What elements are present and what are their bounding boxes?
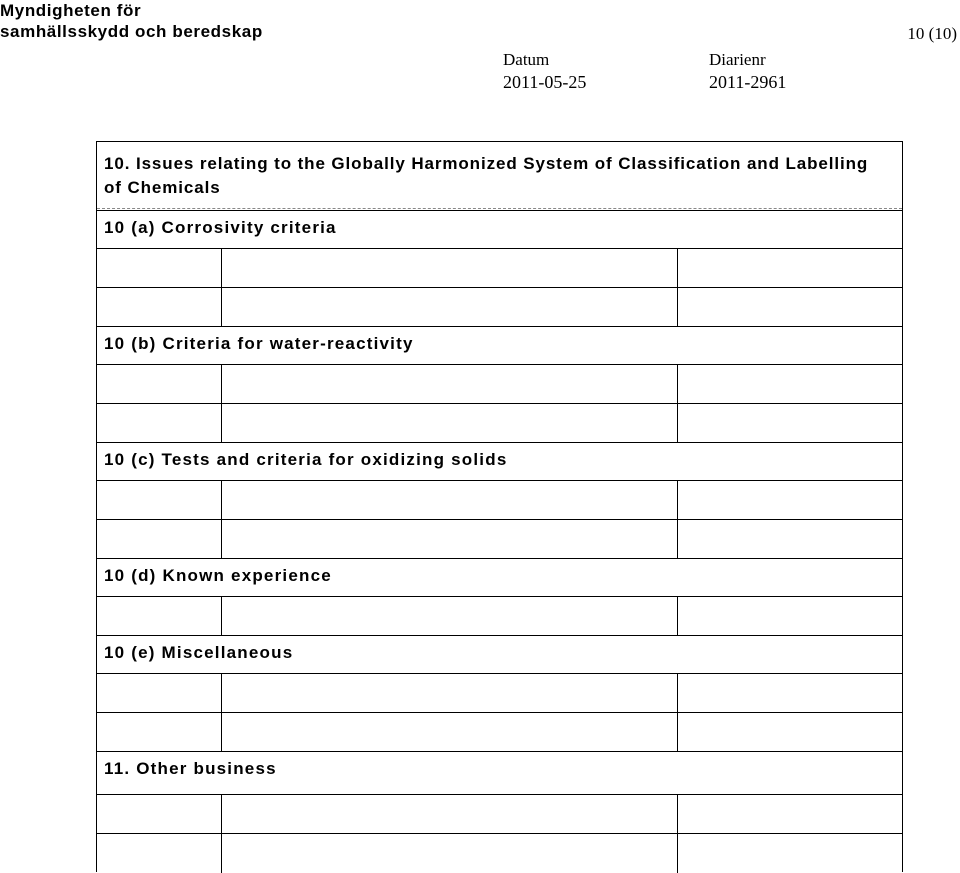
- table-cell: [97, 520, 222, 558]
- subsection-label: 10 (d) Known experience: [104, 566, 332, 585]
- page-number: 10 (10): [907, 24, 957, 43]
- table-row: [97, 519, 902, 558]
- table-cell: [97, 481, 222, 519]
- table-row: [97, 403, 902, 442]
- table-cell: [222, 404, 678, 442]
- table-cell: [678, 249, 902, 287]
- table-row: [97, 712, 902, 751]
- subsection-heading: [97, 442, 902, 480]
- table-cell: [97, 249, 222, 287]
- table-cell: [97, 288, 222, 326]
- table-cell: [97, 674, 222, 712]
- table-cell: [222, 674, 678, 712]
- table-row: [97, 794, 902, 833]
- date-value: 2011-05-25: [503, 72, 587, 92]
- subsection-heading: [97, 210, 902, 248]
- table-row: [97, 364, 902, 403]
- subsection-heading: [97, 635, 902, 673]
- table-cell: [678, 834, 902, 873]
- subsection-heading: [97, 558, 902, 596]
- table-cell: [97, 795, 222, 833]
- table-cell: [222, 249, 678, 287]
- table-cell: [222, 288, 678, 326]
- table-cell: [678, 713, 902, 751]
- table-cell: [97, 713, 222, 751]
- table-cell: [222, 834, 678, 873]
- subsection-label: 11. Other business: [104, 759, 277, 778]
- subsection-label: 10 (b) Criteria for water-reactivity: [104, 334, 414, 353]
- subsection-label: 10 (e) Miscellaneous: [104, 643, 294, 662]
- section-title-block: [97, 142, 902, 210]
- subsection-heading: [97, 751, 902, 789]
- organization-name: [0, 0, 263, 42]
- table-cell: [678, 795, 902, 833]
- table-cell: [222, 597, 678, 635]
- reference-value: 2011-2961: [709, 72, 787, 92]
- table-cell: [97, 834, 222, 873]
- table-cell: [222, 365, 678, 403]
- reference-label: Diarienr: [709, 50, 766, 69]
- table-cell: [97, 597, 222, 635]
- table-cell: [678, 520, 902, 558]
- table-row: [97, 673, 902, 712]
- table-cell: [97, 404, 222, 442]
- table-row: [97, 480, 902, 519]
- org-line-2: samhällsskydd och beredskap: [0, 22, 263, 41]
- date-label: Datum: [503, 50, 550, 69]
- table-cell: [97, 365, 222, 403]
- table-cell: [678, 674, 902, 712]
- table-cell: [222, 520, 678, 558]
- date-block: [503, 49, 586, 93]
- table-cell: [678, 365, 902, 403]
- table-cell: [222, 481, 678, 519]
- subsection-heading: [97, 326, 902, 364]
- table-cell: [678, 404, 902, 442]
- reference-block: [709, 49, 786, 93]
- agenda-table: [96, 141, 903, 872]
- title-divider: [97, 208, 902, 209]
- table-row: [97, 248, 902, 287]
- table-cell: [678, 597, 902, 635]
- table-row: [97, 833, 902, 873]
- table-row: [97, 596, 902, 635]
- section-title: 10. Issues relating to the Globally Harmonized System of Classification and Labelling of Chemicals: [104, 154, 869, 197]
- table-cell: [678, 288, 902, 326]
- org-line-1: Myndigheten för: [0, 1, 142, 20]
- table-cell: [678, 481, 902, 519]
- table-row: [97, 287, 902, 326]
- subsection-label: 10 (a) Corrosivity criteria: [104, 218, 337, 237]
- table-cell: [222, 795, 678, 833]
- table-cell: [222, 713, 678, 751]
- subsection-label: 10 (c) Tests and criteria for oxidizing solids: [104, 450, 508, 469]
